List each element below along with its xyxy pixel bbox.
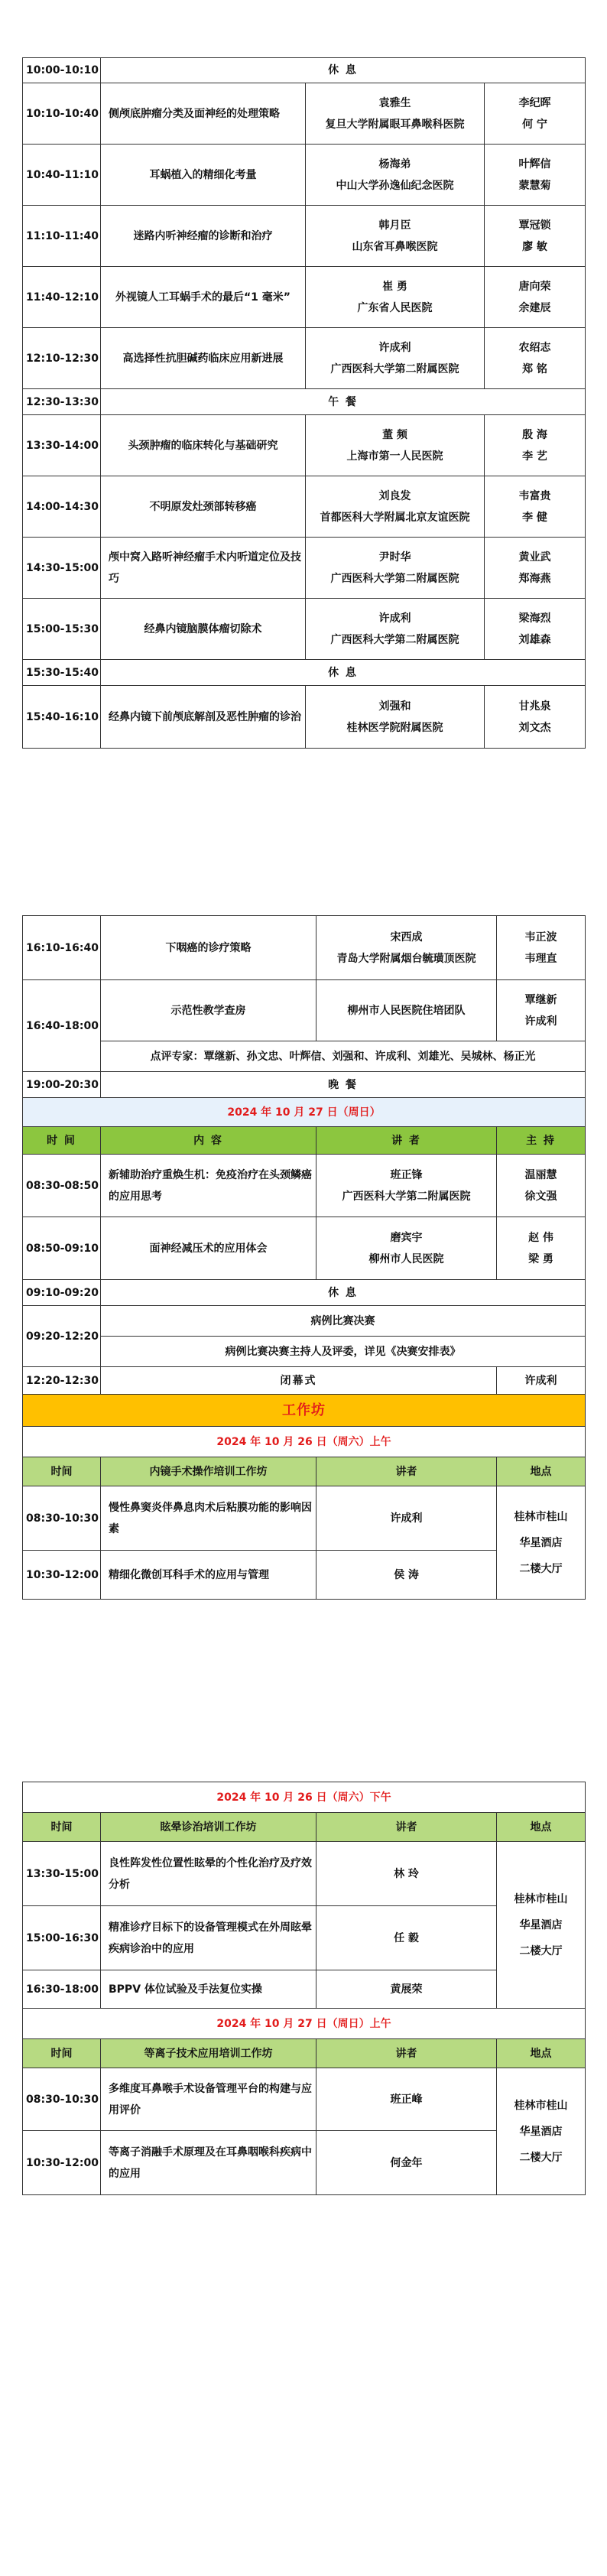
time-cell: 08:50-09:10 (23, 1217, 101, 1280)
host-name: 许成利 (524, 1015, 557, 1028)
date-heading: 2024 年 10 月 27 日（周日）上午 (23, 2009, 586, 2039)
venue-line: 二楼大厅 (519, 2151, 563, 2164)
host-name: 李纪晖 (518, 96, 551, 109)
host-cell: 许成利 (497, 1367, 586, 1395)
speaker-name: 刘良发 (378, 489, 411, 502)
col-header-time: 时间 (23, 1813, 101, 1842)
host-name: 叶辉信 (518, 158, 551, 171)
schedule-table-day1-afternoon (22, 57, 586, 749)
col-header-topic: 内镜手术操作培训工作坊 (101, 1457, 316, 1486)
topic-cell: 下咽癌的诊疗策略 (101, 916, 316, 980)
host-name: 覃继新 (524, 993, 557, 1006)
host-cell (485, 686, 586, 749)
topic-cell: 不明原发灶颈部转移癌 (101, 476, 306, 538)
speaker-name: 宋西成 (390, 931, 423, 944)
host-name: 殷 海 (522, 428, 547, 441)
speaker-name: 尹时华 (378, 551, 411, 564)
topic-cell: BPPV 体位试验及手法复位实操 (101, 1970, 316, 2009)
time-cell: 11:10-11:40 (23, 206, 101, 267)
speaker-cell (316, 916, 497, 980)
speaker-affiliation: 广西医科大学第二附属医院 (330, 572, 459, 585)
col-header-topic: 内 容 (101, 1127, 316, 1155)
speaker-affiliation: 广东省人民医院 (357, 301, 433, 314)
venue-cell (497, 1842, 586, 2009)
host-name: 徐文强 (524, 1190, 557, 1203)
host-name: 何 宁 (522, 118, 547, 131)
host-name: 廖 敏 (522, 240, 547, 253)
time-cell: 09:10-09:20 (23, 1280, 101, 1306)
topic-cell: 良性阵发性位置性眩晕的个性化治疗及疗效分析 (101, 1842, 316, 1906)
topic-cell: 耳蜗植入的精细化考量 (101, 145, 306, 206)
host-cell (497, 916, 586, 980)
col-header-speaker: 讲 者 (316, 1127, 497, 1155)
venue-line: 桂林市桂山 (514, 2099, 568, 2112)
speaker-cell (306, 206, 485, 267)
host-name: 梁海烈 (518, 612, 551, 625)
speaker-cell (316, 1217, 497, 1280)
host-cell (485, 476, 586, 538)
host-name: 韦理直 (524, 952, 557, 965)
speaker-cell (306, 145, 485, 206)
host-name: 余建辰 (518, 301, 551, 314)
speaker-name: 磨宾宇 (390, 1231, 423, 1244)
col-header-place: 地点 (497, 2039, 586, 2068)
workshop-banner: 工作坊 (23, 1395, 586, 1427)
host-name: 覃冠锁 (518, 219, 551, 232)
speaker-name: 许成利 (378, 341, 411, 354)
break-cell: 休 息 (101, 1280, 586, 1306)
date-heading: 2024 年 10 月 26 日（周六）上午 (23, 1427, 586, 1457)
host-cell (485, 415, 586, 476)
col-header-time: 时间 (23, 2039, 101, 2068)
host-cell (497, 1217, 586, 1280)
host-name: 甘兆泉 (518, 700, 551, 713)
host-name: 温丽慧 (524, 1168, 557, 1181)
host-cell (485, 267, 586, 328)
time-cell: 14:30-15:00 (23, 538, 101, 599)
schedule-table-day1-evening (22, 915, 586, 1600)
host-name: 韦富贵 (518, 489, 551, 502)
host-name: 刘文杰 (518, 721, 551, 734)
speaker-name: 董 频 (382, 428, 407, 441)
time-cell: 09:20-12:20 (23, 1306, 101, 1367)
topic-cell: 颅中窝入路听神经瘤手术内听道定位及技巧 (101, 538, 306, 599)
speaker-affiliation: 广西医科大学第二附属医院 (330, 633, 459, 646)
venue-line: 桂林市桂山 (514, 1892, 568, 1905)
host-name: 蒙慧菊 (518, 179, 551, 192)
speaker-cell: 何金年 (316, 2131, 497, 2195)
break-cell: 休 息 (101, 660, 586, 686)
speaker-affiliation: 广西医科大学第二附属医院 (342, 1190, 471, 1203)
case-final-note: 病例比赛决赛主持人及评委，详见《决赛安排表》 (101, 1337, 586, 1367)
venue-line: 二楼大厅 (519, 1562, 563, 1575)
host-cell (497, 1155, 586, 1217)
date-heading: 2024 年 10 月 26 日（周六）下午 (23, 1782, 586, 1813)
speaker-name: 韩月臣 (378, 219, 411, 232)
time-cell: 08:30-10:30 (23, 1486, 101, 1551)
host-name: 唐向荣 (518, 280, 551, 293)
time-cell: 16:30-18:00 (23, 1970, 101, 2009)
venue-line: 二楼大厅 (519, 1944, 563, 1957)
venue-line: 桂林市桂山 (514, 1510, 568, 1523)
speaker-cell: 黄展荣 (316, 1970, 497, 2009)
topic-cell: 高选择性抗胆碱药临床应用新进展 (101, 328, 306, 389)
speaker-cell: 任 毅 (316, 1906, 497, 1970)
closing-ceremony-cell: 闭幕式 (101, 1367, 497, 1395)
col-header-place: 地点 (497, 1457, 586, 1486)
col-header-topic: 眩晕诊治培训工作坊 (101, 1813, 316, 1842)
topic-cell: 示范性教学查房 (101, 980, 316, 1041)
time-cell: 16:10-16:40 (23, 916, 101, 980)
time-cell: 19:00-20:30 (23, 1072, 101, 1098)
speaker-cell: 林 玲 (316, 1842, 497, 1906)
col-header-speaker: 讲者 (316, 2039, 497, 2068)
speaker-cell (306, 415, 485, 476)
host-name: 农绍志 (518, 341, 551, 354)
speaker-affiliation: 广西医科大学第二附属医院 (330, 362, 459, 375)
lunch-cell: 午 餐 (101, 389, 586, 415)
time-cell: 16:40-18:00 (23, 980, 101, 1072)
time-cell: 13:30-14:00 (23, 415, 101, 476)
topic-cell: 面神经减压术的应用体会 (101, 1217, 316, 1280)
col-header-place: 地点 (497, 1813, 586, 1842)
speaker-cell: 柳州市人民医院住培团队 (316, 980, 497, 1041)
reviewer-list: 点评专家：覃继新、孙文忠、叶辉信、刘强和、许成利、刘雄光、吴城林、杨正光 (101, 1041, 586, 1072)
col-header-topic: 等离子技术应用培训工作坊 (101, 2039, 316, 2068)
host-cell (485, 599, 586, 660)
col-header-host: 主 持 (497, 1127, 586, 1155)
host-name: 赵 伟 (528, 1231, 553, 1244)
time-cell: 15:30-15:40 (23, 660, 101, 686)
dinner-cell: 晚 餐 (101, 1072, 586, 1098)
speaker-affiliation: 上海市第一人民医院 (346, 450, 443, 463)
host-cell (485, 538, 586, 599)
speaker-affiliation: 山东省耳鼻喉医院 (352, 240, 438, 253)
speaker-name: 刘强和 (378, 700, 411, 713)
host-cell (485, 206, 586, 267)
time-cell: 11:40-12:10 (23, 267, 101, 328)
time-cell: 10:00-10:10 (23, 58, 101, 83)
speaker-affiliation: 中山大学孙逸仙纪念医院 (336, 179, 454, 192)
host-name: 郑海燕 (518, 572, 551, 585)
col-header-time: 时间 (23, 1457, 101, 1486)
topic-cell: 头颈肿瘤的临床转化与基础研究 (101, 415, 306, 476)
speaker-cell: 侯 涛 (316, 1551, 497, 1600)
speaker-cell (306, 83, 485, 145)
time-cell: 10:30-12:00 (23, 2131, 101, 2195)
time-cell: 08:30-08:50 (23, 1155, 101, 1217)
host-cell (497, 980, 586, 1041)
topic-cell: 外视镜人工耳蜗手术的最后“1 毫米” (101, 267, 306, 328)
venue-cell (497, 2068, 586, 2195)
host-cell (485, 145, 586, 206)
time-cell: 13:30-15:00 (23, 1842, 101, 1906)
speaker-name: 袁雅生 (378, 96, 411, 109)
time-cell: 08:30-10:30 (23, 2068, 101, 2131)
time-cell: 15:40-16:10 (23, 686, 101, 749)
host-cell (485, 328, 586, 389)
time-cell: 12:30-13:30 (23, 389, 101, 415)
speaker-name: 班正锋 (390, 1168, 423, 1181)
host-cell (485, 83, 586, 145)
topic-cell: 精细化微创耳科手术的应用与管理 (101, 1551, 316, 1600)
time-cell: 10:40-11:10 (23, 145, 101, 206)
speaker-affiliation: 复旦大学附属眼耳鼻喉科医院 (325, 118, 465, 131)
speaker-affiliation: 桂林医学院附属医院 (346, 721, 443, 734)
topic-cell: 侧颅底肿瘤分类及面神经的处理策略 (101, 83, 306, 145)
topic-cell: 经鼻内镜脑膜体瘤切除术 (101, 599, 306, 660)
speaker-cell (306, 328, 485, 389)
host-name: 梁 勇 (528, 1252, 553, 1265)
time-cell: 15:00-16:30 (23, 1906, 101, 1970)
venue-line: 华星酒店 (519, 2125, 563, 2138)
col-header-time: 时 间 (23, 1127, 101, 1155)
topic-cell: 新辅助治疗重焕生机：免疫治疗在头颈鳞癌的应用思考 (101, 1155, 316, 1217)
case-final-title: 病例比赛决赛 (101, 1306, 586, 1337)
speaker-cell (306, 599, 485, 660)
col-header-speaker: 讲者 (316, 1457, 497, 1486)
workshop-table (22, 1782, 586, 2195)
topic-cell: 精准诊疗目标下的设备管理模式在外周眩晕疾病诊治中的应用 (101, 1906, 316, 1970)
speaker-name: 杨海弟 (378, 158, 411, 171)
speaker-name: 许成利 (378, 612, 411, 625)
speaker-affiliation: 柳州市人民医院 (368, 1252, 444, 1265)
break-cell: 休 息 (101, 58, 586, 83)
host-name: 李 艺 (522, 450, 547, 463)
host-name: 李 健 (522, 511, 547, 524)
topic-cell: 多维度耳鼻喉手术设备管理平台的构建与应用评价 (101, 2068, 316, 2131)
host-name: 韦正波 (524, 931, 557, 944)
topic-cell: 经鼻内镜下前颅底解剖及恶性肿瘤的诊治 (101, 686, 306, 749)
date-heading: 2024 年 10 月 27 日（周日） (23, 1098, 586, 1127)
time-cell: 10:30-12:00 (23, 1551, 101, 1600)
speaker-affiliation: 青岛大学附属烟台毓璜顶医院 (336, 952, 476, 965)
venue-line: 华星酒店 (519, 1918, 563, 1931)
topic-cell: 慢性鼻窦炎伴鼻息肉术后粘膜功能的影响因素 (101, 1486, 316, 1551)
time-cell: 10:10-10:40 (23, 83, 101, 145)
time-cell: 12:10-12:30 (23, 328, 101, 389)
time-cell: 14:00-14:30 (23, 476, 101, 538)
speaker-affiliation: 首都医科大学附属北京友谊医院 (320, 511, 470, 524)
speaker-cell (306, 476, 485, 538)
topic-cell: 等离子消融手术原理及在耳鼻咽喉科疾病中的应用 (101, 2131, 316, 2195)
host-name: 黄业武 (518, 551, 551, 564)
venue-cell (497, 1486, 586, 1600)
time-cell: 12:20-12:30 (23, 1367, 101, 1395)
speaker-cell (306, 686, 485, 749)
speaker-cell: 班正峰 (316, 2068, 497, 2131)
speaker-name: 崔 勇 (382, 280, 407, 293)
topic-cell: 迷路内听神经瘤的诊断和治疗 (101, 206, 306, 267)
col-header-speaker: 讲者 (316, 1813, 497, 1842)
speaker-cell (316, 1155, 497, 1217)
host-name: 郑 铭 (522, 362, 547, 375)
speaker-cell: 许成利 (316, 1486, 497, 1551)
host-name: 刘雄森 (518, 633, 551, 646)
speaker-cell (306, 538, 485, 599)
venue-line: 华星酒店 (519, 1536, 563, 1549)
speaker-cell (306, 267, 485, 328)
time-cell: 15:00-15:30 (23, 599, 101, 660)
